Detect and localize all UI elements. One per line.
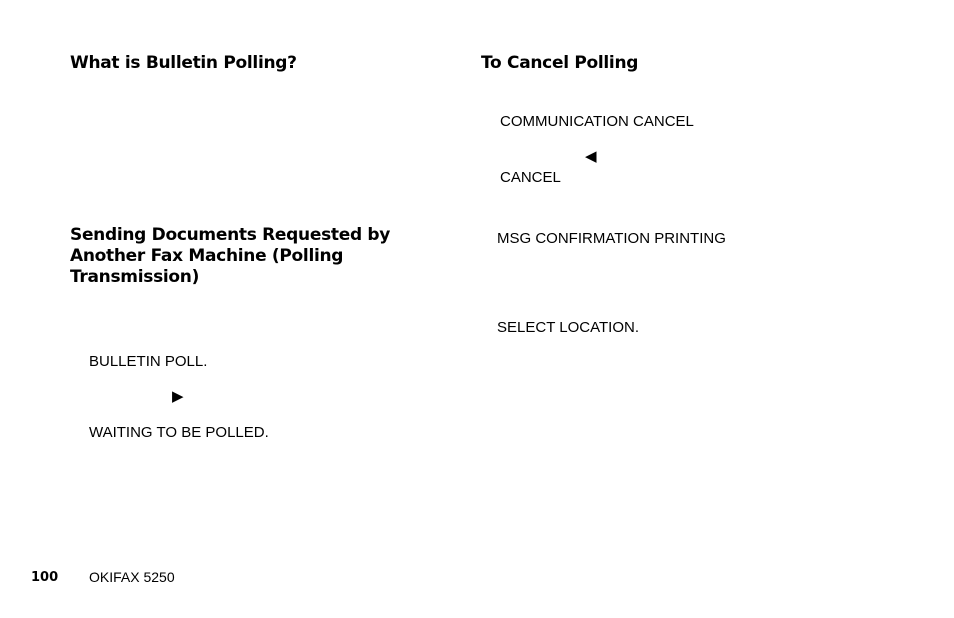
heading-to-cancel-polling: To Cancel Polling: [481, 53, 639, 73]
lcd-display-bulletin-poll: BULLETIN POLL.: [89, 353, 208, 370]
page-number: 100: [31, 570, 59, 585]
footer-model-name: OKIFAX 5250: [89, 569, 175, 585]
left-arrow-icon: ◀: [585, 147, 597, 165]
lcd-display-select-location: SELECT LOCATION.: [497, 319, 639, 336]
lcd-display-cancel: CANCEL: [500, 169, 561, 186]
heading-what-is-bulletin-polling: What is Bulletin Polling?: [70, 53, 297, 73]
lcd-display-waiting-to-be-polled: WAITING TO BE POLLED.: [89, 424, 269, 441]
right-arrow-icon: ▶: [172, 387, 184, 405]
heading-sending-documents-polling-transmission: Sending Documents Requested by Another Fax Machine (Polling Transmission): [70, 225, 391, 287]
lcd-display-msg-confirmation-printing: MSG CONFIRMATION PRINTING: [497, 230, 726, 247]
lcd-display-communication-cancel: COMMUNICATION CANCEL: [500, 113, 694, 130]
